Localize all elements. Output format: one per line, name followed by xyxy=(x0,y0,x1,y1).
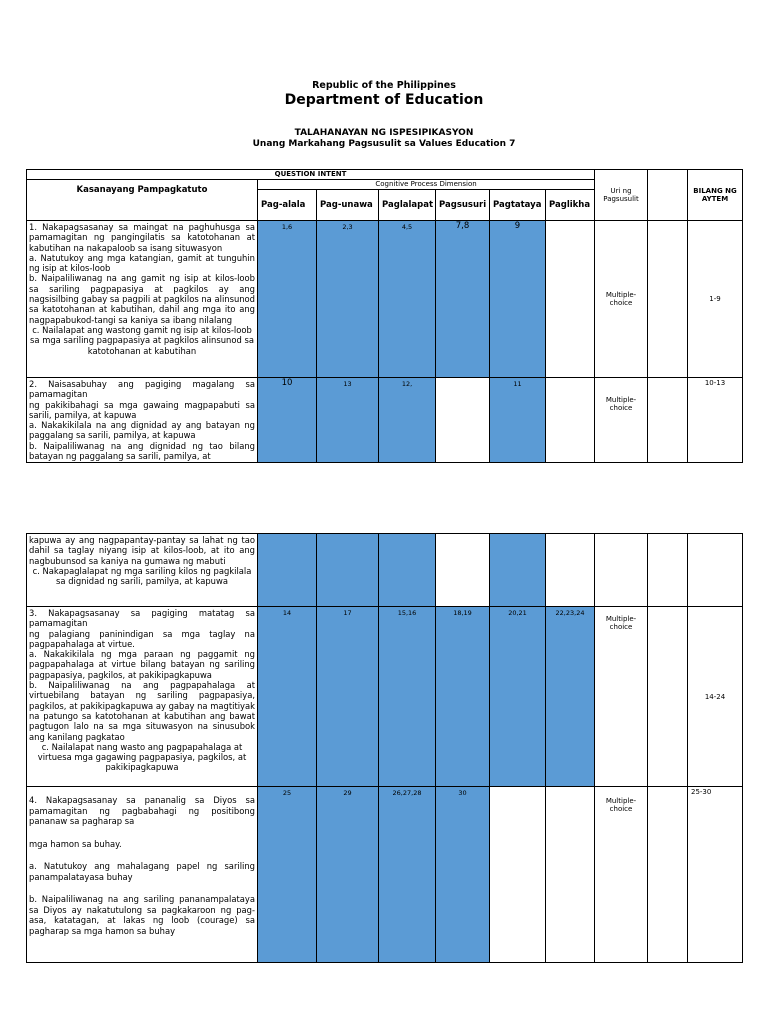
cell-likha xyxy=(546,378,595,463)
table-row xyxy=(27,534,743,607)
cell-bilang: 25-30 xyxy=(688,787,743,963)
cell-alala: 14 xyxy=(258,607,317,787)
competency-3: 3. Nakapagsasanay sa pagiging matatag sa pamamagitan ng palagiang paninindigan sa mga taglay na pagpapahalaga at virtue. a. Nakakikilala ng mga paraan ng paggamit ng pagpapahalaga at virtue bilang batayan ng sariling pagpapasiya, pagkilos, at pakikipagkapuwa b. Naipaliliwanag na ang pagpapahalaga at virtuebilang batayan ng sariling pagpapasiya, pagkilos, at pakikipagkapuwa ay gabay na magtitiyak na patungo sa katotohanan at kabutihan ang bawat pagtugon lalo na sa mga situwasyon na sinusubok ang kanilang pagkatao c. Nailalapat nang wasto ang pagpapahalaga at virtuesa mga gagawing pagpapasiya, pagkilos, at pakikipagkapuwa xyxy=(27,607,258,787)
competency-1: 1. Nakapagsasanay sa maingat na paghuhusga sa pamamagitan ng pangingilatis sa katotohanan at kabutihan na nakapaloob sa isang situwasyon a. Natutukoy ang mga katangian, gamit at tunguhin ng isip at kilos-loob b. Naipaliliwanag na ang gamit ng isip at kilos-loob sa sariling pagpapasiya at pagkilos ay ang nagsisilbing gabay sa pagpili at pagkilos na alinsunod sa katotohanan at kabutihan, dahil ang mga ito ang nagpapabukod-tangi sa kaniya sa ibang nilalang c. Nailalapat ang wastong gamit ng isip at kilos-loob sa mga sariling pagpapasiya at pagkilos alinsunod sa katotohanan at kabutihan xyxy=(27,221,258,378)
cell-uri: Multiple-choice xyxy=(595,221,648,378)
col-pag-alala: Pag-alala xyxy=(258,190,317,221)
cognitive-header: Cognitive Process Dimension xyxy=(258,180,595,190)
department-title: Department of Education xyxy=(284,92,484,108)
cell-alala: 1,6 xyxy=(258,221,317,378)
table-row xyxy=(27,221,743,378)
bilang-header: BILANG NG AYTEM xyxy=(688,170,743,221)
cell-likha xyxy=(546,221,595,378)
cell-susuri: 7,8 xyxy=(436,221,490,378)
cell-bilang: 1-9 xyxy=(688,221,743,378)
table-row xyxy=(27,787,743,963)
kasanayan-header: Kasanayang Pampagkatuto xyxy=(27,180,258,221)
cell-likha xyxy=(546,787,595,963)
col-paglikha: Paglikha xyxy=(546,190,595,221)
cell-alala: 10 xyxy=(258,378,317,463)
cell-susuri: 18,19 xyxy=(436,607,490,787)
competency-2-continued: kapuwa ay ang nagpapantay-pantay sa lahat ng tao dahil sa taglay niyang isip at kilos-loob, at ito ang nagbubunsod sa kaniya na gumawa ng mabuti c. Nakapaglalapat ng mga sariling kilos ng pagkilala sa dignidad ng sarili, pamilya, at kapuwa xyxy=(27,534,258,607)
republic-label: Republic of the Philippines xyxy=(312,80,456,91)
cell-lalap: 15,16 xyxy=(379,607,436,787)
cell-unawa: 17 xyxy=(317,607,379,787)
document-title: TALAHANAYAN NG ISPESIPIKASYON xyxy=(294,128,474,138)
cell-susuri xyxy=(436,378,490,463)
col-pag-unawa: Pag-unawa xyxy=(317,190,379,221)
cell-uri: Multiple-choice xyxy=(595,787,648,963)
uri-header: Uri ng Pagsusulit xyxy=(595,170,648,221)
cell-unawa: 13 xyxy=(317,378,379,463)
cell-alala: 25 xyxy=(258,787,317,963)
col-pagtataya: Pagtataya xyxy=(490,190,546,221)
cell-lalap: 26,27,28 xyxy=(379,787,436,963)
specification-table-page-1 xyxy=(26,169,743,463)
cell-bilang: 14-24 xyxy=(688,607,743,787)
cell-likha: 22,23,24 xyxy=(546,607,595,787)
cell-lalap: 4,5 xyxy=(379,221,436,378)
cell-tatay: 20,21 xyxy=(490,607,546,787)
col-paglalapat: Paglalapat xyxy=(379,190,436,221)
table-row xyxy=(27,607,743,787)
table-row xyxy=(27,378,743,463)
cell-susuri: 30 xyxy=(436,787,490,963)
col-pagsusuri: Pagsusuri xyxy=(436,190,490,221)
cell-tatay: 11 xyxy=(490,378,546,463)
cell-bilang: 10-13 xyxy=(688,378,743,463)
question-intent-header: QUESTION INTENT xyxy=(27,170,595,180)
cell-tatay: 9 xyxy=(490,221,546,378)
competency-4: 4. Nakapagsasanay sa pananalig sa Diyos sa pamamagitan ng pagbabahagi ng positibong pananaw sa pagharap sa mga hamon sa buhay. a. Natutukoy ang mahalagang papel ng sariling panampalatayasa buhay b. Naipaliliwanag na ang sariling pananampalataya sa Diyos ay nakatutulong sa pagkakaroon ng pag-asa, katatagan, at lakas ng loob (courage) sa pagharap sa mga hamon sa buhay xyxy=(27,787,258,963)
cell-uri: Multiple-choice xyxy=(595,378,648,463)
specification-table-page-2 xyxy=(26,533,743,963)
cell-unawa: 2,3 xyxy=(317,221,379,378)
cell-uri: Multiple-choice xyxy=(595,607,648,787)
document-subtitle: Unang Markahang Pagsusulit sa Values Education 7 xyxy=(252,139,516,149)
competency-2: 2. Naisasabuhay ang pagiging magalang sa pamamagitan ng pakikibahagi sa mga gawaing magpapabuti sa sarili, pamilya, at kapuwa a. Nakakikilala na ang dignidad ay ang batayan ng paggalang sa sarili, pamilya, at kapuwa b. Naipaliliwanag na ang dignidad ng tao bilang batayan ng paggalang sa sarili, pamilya, at xyxy=(27,378,258,463)
cell-lalap: 12, xyxy=(379,378,436,463)
cell-tatay xyxy=(490,787,546,963)
cell-unawa: 29 xyxy=(317,787,379,963)
